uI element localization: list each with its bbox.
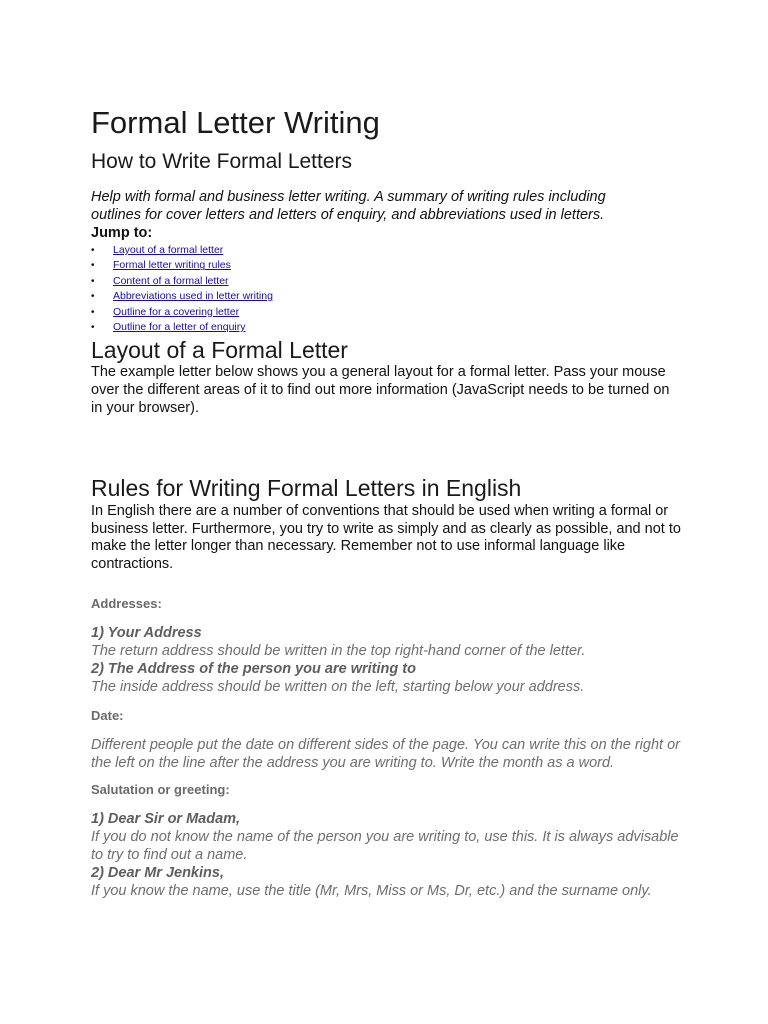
jump-list-item [91,243,691,258]
jump-list-item [91,258,691,273]
bullet-icon: • [91,275,95,287]
jump-list-item [91,289,691,304]
link-covering-letter[interactable]: Outline for a covering letter [113,305,240,318]
salutation-2-text: If you know the name, use the title (Mr, Mrs, Miss or Ms, Dr, etc.) and the surname only. [91,882,652,899]
bullet-icon: • [91,306,95,318]
link-letter-of-enquiry[interactable]: Outline for a letter of enquiry [113,321,246,334]
intro-text: Help with formal and business letter writing. A summary of writing rules including outlines for cover letters and letters of enquiry, and abbreviations used in letters. [91,189,606,223]
link-layout-formal-letter[interactable]: Layout of a formal letter [113,244,224,256]
salutation-label: Salutation or greeting: [91,781,230,797]
jump-to-label: Jump to: [91,225,153,241]
link-content-formal-letter[interactable]: Content of a formal letter [113,274,229,287]
page-subtitle: How to Write Formal Letters [91,150,353,173]
jump-list-item [91,274,691,289]
salutation-2-title: 2) Dear Mr Jenkins, [91,864,224,881]
link-abbreviations[interactable]: Abbreviations used in letter writing [113,290,273,303]
salutation-1-title: 1) Dear Sir or Madam, [91,810,241,827]
your-address-title: 1) Your Address [91,624,202,641]
link-writing-rules[interactable]: Formal letter writing rules [113,259,231,272]
bullet-icon: • [91,291,95,303]
your-address-text: The return address should be written in the top right-hand corner of the letter. [91,642,586,659]
recipient-address-text: The inside address should be written on the left, starting below your address. [91,678,585,695]
bullet-icon: • [91,245,95,256]
jump-list-item [91,305,691,320]
layout-section-text: The example letter below shows you a general layout for a formal letter. Pass your mouse over the different areas of it to find out more information (JavaScript needs to be turned on in your browser). [91,364,670,416]
addresses-label: Addresses: [91,595,162,611]
rules-section-heading: Rules for Writing Formal Letters in English [91,475,522,502]
date-label: Date: [91,707,124,723]
jump-list-item [91,320,691,335]
date-text: Different people put the date on different sides of the page. You can write this on the right or the left on the line after the address you are writing to. Write the month as a word. [91,736,680,771]
rules-section-text: In English there are a number of conventions that should be used when writing a formal or business letter. Furthermore, you try to write as simply and as clearly as possible, and not to make the letter longer than necessary. Remember not to use informal language like contractions. [91,503,681,572]
salutation-1-text: If you do not know the name of the person you are writing to, use this. It is always advisable to try to find out a name. [91,828,679,863]
bullet-icon: • [91,260,95,272]
layout-section-heading: Layout of a Formal Letter [91,337,348,364]
document-page [91,104,691,900]
jump-to-list [91,243,691,335]
bullet-icon: • [91,322,95,334]
recipient-address-title: 2) The Address of the person you are writing to [91,660,416,677]
page-title: Formal Letter Writing [91,105,380,140]
